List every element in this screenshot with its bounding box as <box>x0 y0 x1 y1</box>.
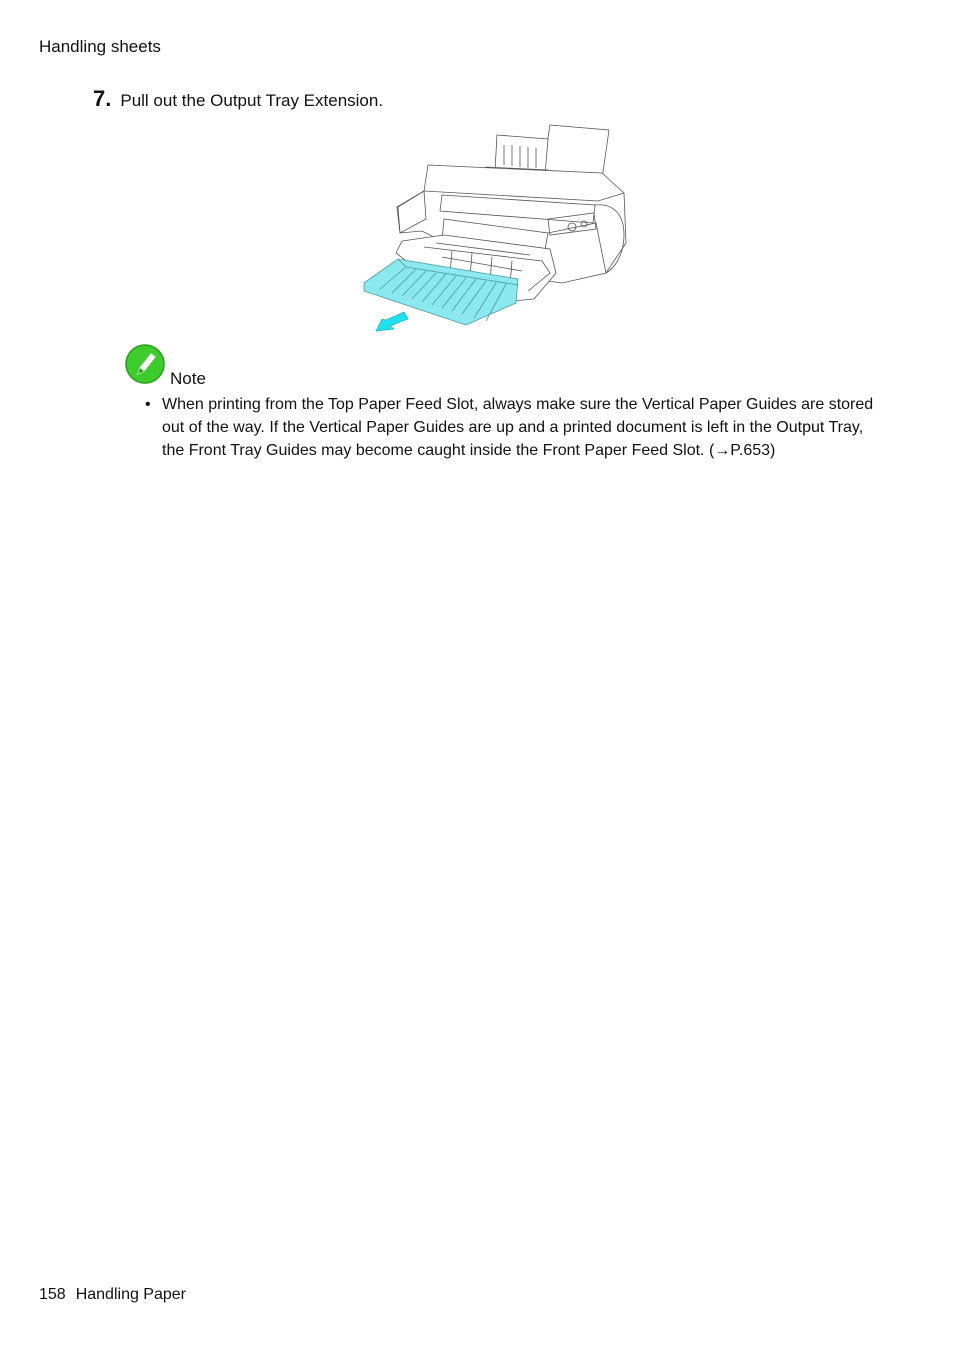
step-7 <box>93 86 383 112</box>
page-footer <box>39 1286 186 1304</box>
pencil-note-icon <box>124 343 166 385</box>
list-item <box>145 393 885 462</box>
step-number: 7. <box>93 86 112 111</box>
page-number: 158 <box>39 1286 66 1303</box>
chapter-title: Handling Paper <box>75 1286 186 1303</box>
note-list <box>145 393 885 462</box>
note-item-text: When printing from the Top Paper Feed Slot, always make sure the Vertical Paper Guides are stored out of the way. If the Vertical Paper Guides are up and a printed document is left in the Output Tray, the Front Tray Guides may become caught inside the Front Paper Feed Slot. (→P.653) <box>162 396 874 459</box>
note-label: Note <box>170 369 206 388</box>
step-instruction: Pull out the Output Tray Extension. <box>120 91 384 110</box>
running-header: Handling sheets <box>39 37 161 56</box>
bullet-marker: • <box>145 396 151 413</box>
printer-output-tray-extension-illustration <box>362 123 634 335</box>
printer-illustration <box>362 123 634 335</box>
